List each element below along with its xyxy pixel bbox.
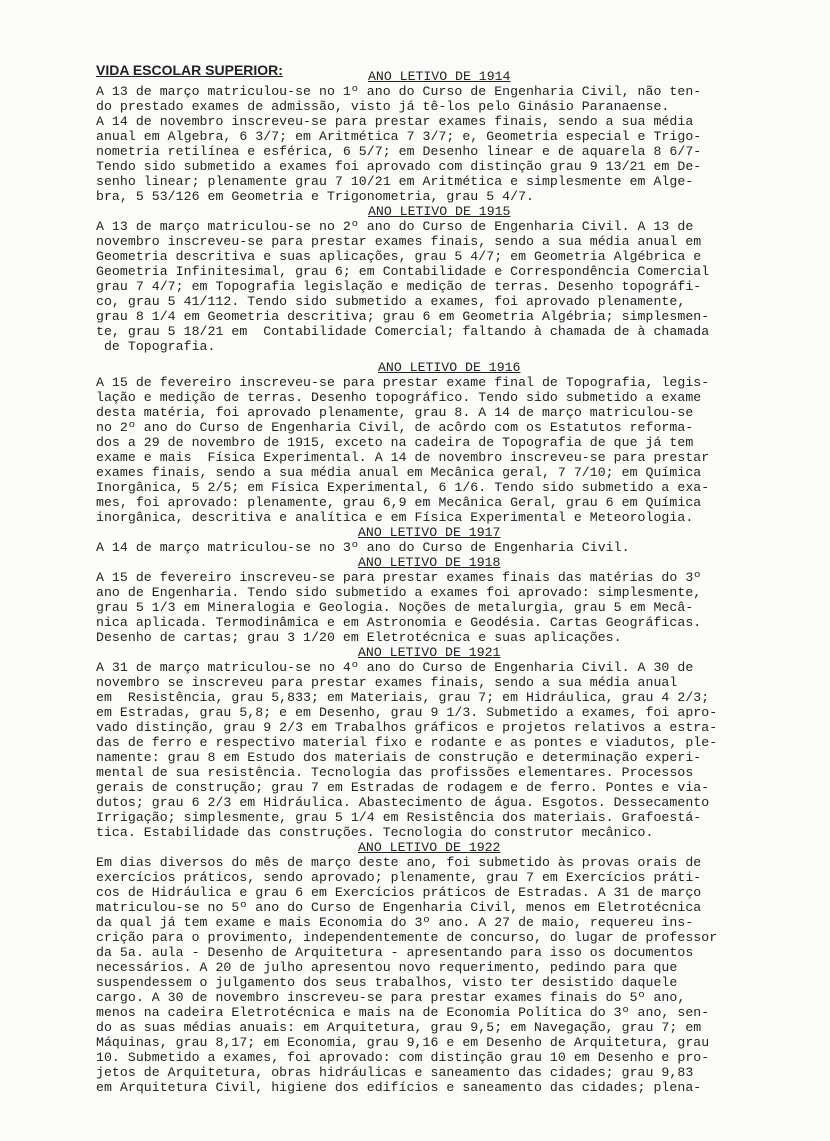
text-line: vado distinção, grau 9 2/3 em Trabalhos gráficos e projetos relativos a estra- bbox=[96, 720, 718, 735]
year-heading: ANO LETIVO DE 1921 bbox=[358, 645, 501, 660]
year-section bbox=[96, 555, 786, 645]
text-line: te, grau 5 18/21 em Contabilidade Comercial; faltando à chamada de à chamada bbox=[96, 324, 710, 339]
text-line: da qual já tem exame e mais Economia do 3º ano. A 27 de maio, requereu ins- bbox=[96, 915, 694, 930]
text-line: cargo. A 30 de novembro inscreveu-se para prestar exames finais do 5º ano, bbox=[96, 990, 686, 1005]
text-line: grau 5 1/3 em Mineralogia e Geologia. Noções de metalurgia, grau 5 em Mecâ- bbox=[96, 600, 694, 615]
text-line: 10. Submetido a exames, foi aprovado: com distinção grau 10 em Desenho e pro- bbox=[96, 1050, 710, 1065]
text-line: mes, foi aprovado: plenamente, grau 6,9 em Mecânica Geral, grau 6 em Química bbox=[96, 495, 702, 510]
text-line: exame e mais Física Experimental. A 14 de novembro inscreveu-se para prestar bbox=[96, 450, 710, 465]
text-line: A 15 de fevereiro inscreveu-se para prestar exame final de Topografia, legis- bbox=[96, 375, 710, 390]
text-line: em Estradas, grau 5,8; e em Desenho, grau 9 1/3. Submetido a exames, foi apro- bbox=[96, 705, 718, 720]
text-line: A 31 de março matriculou-se no 4º ano do Curso de Engenharia Civil. A 30 de bbox=[96, 660, 694, 675]
text-line: crição para o provimento, independentemente de concurso, do lugar de professor bbox=[96, 930, 718, 945]
text-line: dutos; grau 6 2/3 em Hidráulica. Abastecimento de água. Esgotos. Dessecamento bbox=[96, 795, 710, 810]
text-line: novembro se inscreveu para prestar exames finais, sendo a sua média anual bbox=[96, 675, 678, 690]
year-section bbox=[96, 840, 786, 1095]
text-line: A 15 de fevereiro inscreveu-se para prestar exames finais das matérias do 3º bbox=[96, 570, 702, 585]
text-line: suspendessem o julgamento dos seus trabalhos, visto ter desistido daquele bbox=[96, 975, 678, 990]
text-line: inorgânica, descritiva e analítica e em Física Experimental e Meteorologia. bbox=[96, 510, 694, 525]
section-header: VIDA ESCOLAR SUPERIOR: bbox=[96, 62, 283, 78]
text-line: Inorgânica, 5 2/5; em Física Experimental, 6 1/6. Tendo sido submetido a exa- bbox=[96, 480, 710, 495]
text-line: A 13 de março matriculou-se no 1º ano do Curso de Engenharia Civil, não ten- bbox=[96, 84, 702, 99]
text-line: da 5a. aula - Desenho de Arquitetura - apresentando para isso os documentos bbox=[96, 945, 694, 960]
text-line: A 13 de março matriculou-se no 2º ano do Curso de Engenharia Civil. A 13 de bbox=[96, 219, 694, 234]
text-line: desta matéria, foi aprovado plenamente, grau 8. A 14 de março matriculou-se bbox=[96, 405, 694, 420]
text-line: Desenho de cartas; grau 3 1/20 em Eletrotécnica e suas aplicações. bbox=[96, 630, 622, 645]
year-heading: ANO LETIVO DE 1917 bbox=[358, 525, 501, 540]
text-line: A 14 de março matriculou-se no 3º ano do Curso de Engenharia Civil. bbox=[96, 540, 630, 555]
text-line: ano de Engenharia. Tendo sido submetido a exames foi aprovado: simplesmente, bbox=[96, 585, 702, 600]
text-line: das de ferro e respectivo material fixo e rodante e as pontes e viadutos, ple- bbox=[96, 735, 718, 750]
text-line: matriculou-se no 5º ano do Curso de Engenharia Civil, menos em Eletrotécnica bbox=[96, 900, 702, 915]
text-line: lação e medição de terras. Desenho topográfico. Tendo sido submetido a exame bbox=[96, 390, 702, 405]
text-line: novembro inscreveu-se para prestar exames finais, sendo a sua média anual em bbox=[96, 234, 702, 249]
year-section bbox=[96, 360, 786, 525]
text-line: Irrigação; simplesmente, grau 5 1/4 em Resistência dos materiais. Grafoestá- bbox=[96, 810, 702, 825]
text-line: do as suas médias anuais: em Arquitetura, grau 9,5; em Navegação, grau 7; em bbox=[96, 1020, 702, 1035]
document-page bbox=[96, 62, 786, 1095]
text-line: exames finais, sendo a sua média anual em Mecânica geral, 7 7/10; em Química bbox=[96, 465, 702, 480]
year-heading: ANO LETIVO DE 1916 bbox=[378, 360, 521, 375]
text-line: cos de Hidráulica e grau 6 em Exercícios práticos de Estradas. A 31 de março bbox=[96, 885, 702, 900]
year-heading: ANO LETIVO DE 1915 bbox=[368, 204, 511, 219]
text-line: jetos de Arquitetura, obras hidráulicas e saneamento das cidades; grau 9,83 bbox=[96, 1065, 694, 1080]
text-line: bra, 5 53/126 em Geometria e Trigonometria, grau 5 4/7. bbox=[96, 189, 535, 204]
document-body bbox=[96, 69, 786, 1095]
text-line: tica. Estabilidade das construções. Tecnologia do construtor mecânico. bbox=[96, 825, 654, 840]
text-line: Tendo sido submetido a exames foi aprovado com distinção grau 9 13/21 em De- bbox=[96, 159, 702, 174]
text-line: em Resistência, grau 5,833; em Materiais, grau 7; em Hidráulica, grau 4 2/3; bbox=[96, 690, 710, 705]
text-line: co, grau 5 41/112. Tendo sido submetido a exames, foi aprovado plenamente, bbox=[96, 294, 686, 309]
year-section bbox=[96, 204, 786, 354]
year-heading: ANO LETIVO DE 1914 bbox=[368, 69, 511, 84]
year-section bbox=[96, 525, 786, 555]
text-line: exercícios práticos, sendo aprovado; plenamente, grau 7 em Exercícios práti- bbox=[96, 870, 702, 885]
year-section bbox=[96, 69, 786, 204]
text-line: mental de sua resistência. Tecnologia das profissões elementares. Processos bbox=[96, 765, 694, 780]
text-line: namente: grau 8 em Estudo dos materiais de construção e determinação experi- bbox=[96, 750, 702, 765]
text-line: grau 8 1/4 em Geometria descritiva; grau 6 em Geometria Algébria; simplesmen- bbox=[96, 309, 710, 324]
text-line: Em dias diversos do mês de março deste ano, foi submetido às provas orais de bbox=[96, 855, 702, 870]
text-line: senho linear; plenamente grau 7 10/21 em Aritmética e simplesmente em Alge- bbox=[96, 174, 694, 189]
text-line: necessários. A 20 de julho apresentou novo requerimento, pedindo para que bbox=[96, 960, 678, 975]
text-line: nica aplicada. Termodinâmica e em Astronomia e Geodésia. Cartas Geográficas. bbox=[96, 615, 702, 630]
text-line: em Arquitetura Civil, higiene dos edifícios e saneamento das cidades; plena- bbox=[96, 1080, 702, 1095]
text-line: do prestado exames de admissão, visto já tê-los pelo Ginásio Paranaense. bbox=[96, 99, 670, 114]
year-section bbox=[96, 645, 786, 840]
text-line: no 2º ano do Curso de Engenharia Civil, de acôrdo com os Estatutos reforma- bbox=[96, 420, 694, 435]
text-line: gerais de construção; grau 7 em Estradas de rodagem e de ferro. Pontes e via- bbox=[96, 780, 710, 795]
text-line: grau 7 4/7; em Topografia legislação e medição de terras. Desenho topográfi- bbox=[96, 279, 702, 294]
text-line: Geometria descritiva e suas aplicações, grau 5 4/7; em Geometria Algébrica e bbox=[96, 249, 702, 264]
text-line: de Topografia. bbox=[96, 339, 216, 354]
year-heading: ANO LETIVO DE 1922 bbox=[358, 840, 501, 855]
text-line: menos na cadeira Eletrotécnica e mais na de Economia Política do 3º ano, sen- bbox=[96, 1005, 710, 1020]
text-line: A 14 de novembro inscreveu-se para prestar exames finais, sendo a sua média bbox=[96, 114, 694, 129]
text-line: Máquinas, grau 8,17; em Economia, grau 9,16 e em Desenho de Arquitetura, grau bbox=[96, 1035, 710, 1050]
text-line: dos a 29 de novembro de 1915, exceto na cadeira de Topografia de que já tem bbox=[96, 435, 694, 450]
text-line: nometria retilínea e esférica, 6 5/7; em Desenho linear e de aquarela 8 6/7- bbox=[96, 144, 702, 159]
text-line: anual em Algebra, 6 3/7; em Aritmética 7 3/7; e, Geometria especial e Trigo- bbox=[96, 129, 702, 144]
year-heading: ANO LETIVO DE 1918 bbox=[358, 555, 501, 570]
text-line: Geometria Infinitesimal, grau 6; em Contabilidade e Correspondência Comercial bbox=[96, 264, 710, 279]
